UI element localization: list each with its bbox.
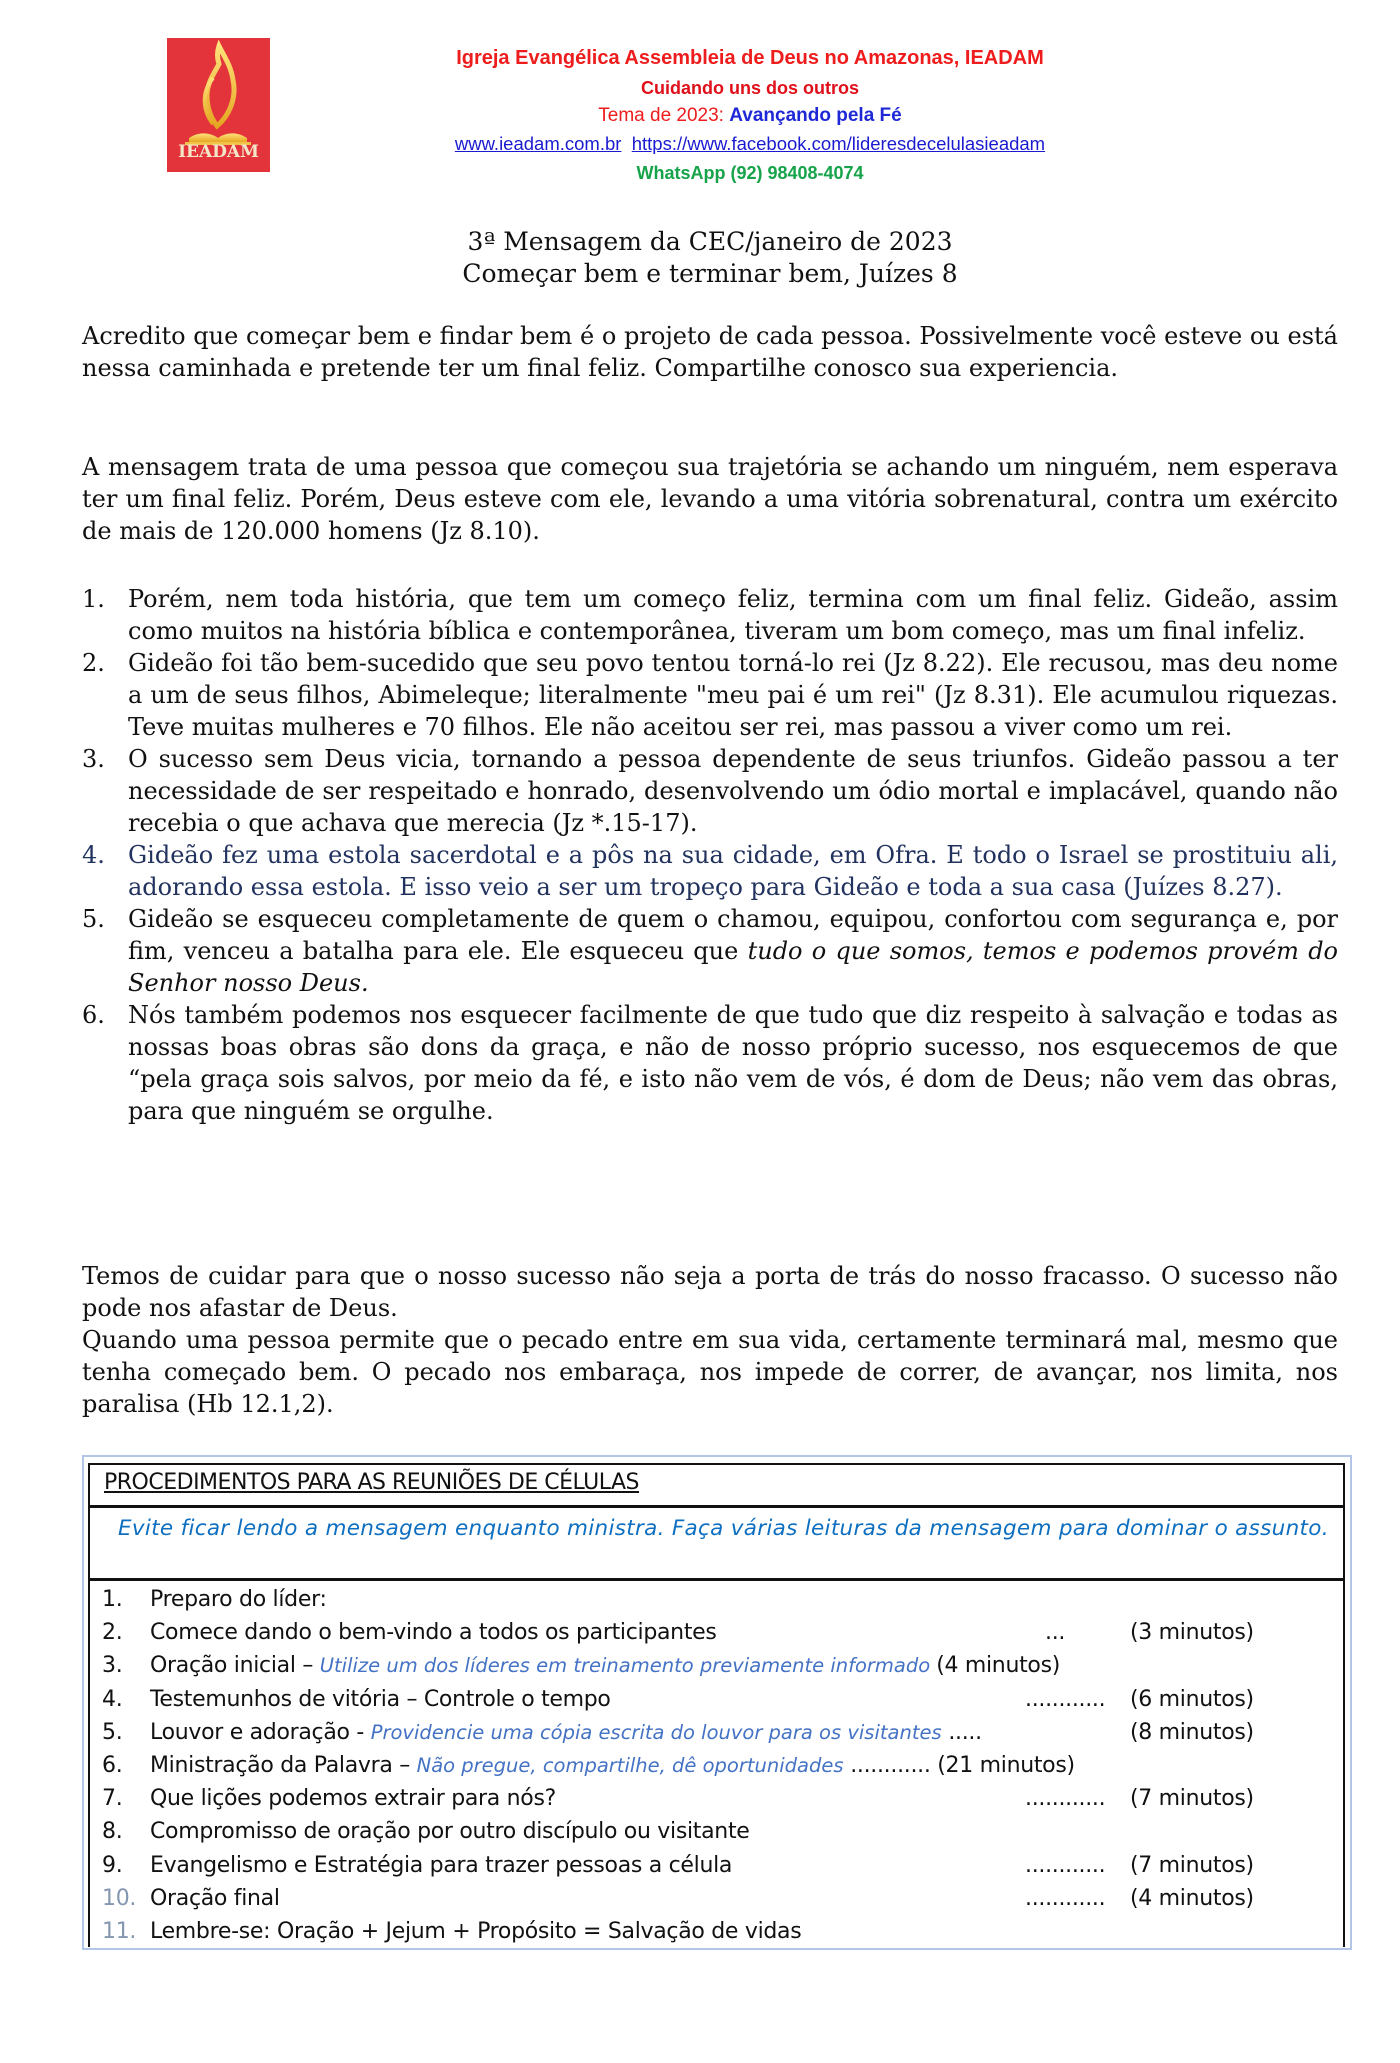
step-number: 3. xyxy=(102,1653,123,1679)
step-text: Compromisso de oração por outro discípulo ou visitante xyxy=(150,1819,750,1845)
step-text: Preparo do líder: xyxy=(150,1587,327,1612)
step-item xyxy=(90,1849,1343,1882)
intro-paragraph: Acredito que começar bem e findar bem é o projeto de cada pessoa. Possivelmente você esteve ou está nessa caminhada e pretende ter um final feliz. Compartilhe conosco sua experiencia. xyxy=(82,322,1338,382)
conclusion xyxy=(82,1260,1338,1420)
point-item xyxy=(82,647,1338,743)
step-duration: (21 minutos) xyxy=(937,1752,1075,1778)
point-item xyxy=(82,999,1338,1127)
conclusion-paragraph-1: Temos de cuidar para que o nosso sucesso não seja a porta de trás do nosso fracasso. O sucesso não pode nos afastar de Deus. xyxy=(82,1262,1338,1322)
ieadam-logo xyxy=(167,38,270,172)
point-text: O sucesso sem Deus vicia, tornando a pessoa dependente de seus triunfos. Gideão passou a ter necessidade de ser respeitado e honrado, desenvolvendo um ódio mortal e implacável, quando não recebia o que achava que merecia (Jz *.15-17). xyxy=(128,745,1338,837)
church-name: Igreja Evangélica Assembleia de Deus no Amazonas, IEADAM xyxy=(456,47,1044,69)
theme-value: Avançando pela Fé xyxy=(729,105,902,126)
step-dots: ... xyxy=(1045,1620,1066,1646)
point-number: 3. xyxy=(82,745,105,773)
step-duration: (3 minutos) xyxy=(1130,1620,1254,1646)
website-link[interactable]: www.ieadam.com.br xyxy=(454,133,622,154)
step-duration: (4 minutos) xyxy=(1130,1885,1254,1911)
step-item xyxy=(90,1583,1343,1616)
step-number: 5. xyxy=(102,1719,123,1745)
theme-label: Tema de 2023: xyxy=(598,105,730,126)
step-text: Lembre-se: Oração + Jejum + Propósito = Salvação de vidas xyxy=(150,1918,802,1944)
step-dots: ............ xyxy=(1025,1686,1106,1712)
step-item xyxy=(90,1716,1343,1749)
step-item xyxy=(90,1749,1343,1782)
step-item xyxy=(90,1882,1343,1915)
step-item xyxy=(90,1782,1343,1815)
procedures-note: Evite ficar lendo a mensagem enquanto ministra. Faça várias leituras da mensagem para dominar o assunto. xyxy=(118,1516,1329,1541)
step-note: Não pregue, compartilhe, dê oportunidades xyxy=(416,1753,844,1777)
step-text-group xyxy=(150,1649,1060,1682)
point-item xyxy=(82,743,1338,839)
step-number: 4. xyxy=(102,1686,123,1712)
step-number: 9. xyxy=(102,1852,123,1878)
summary-paragraph: A mensagem trata de uma pessoa que começou sua trajetória se achando um ninguém, nem esperava ter um final feliz. Porém, Deus esteve com ele, levando a uma vitória sobrenatural, contra um exército de mais de 120.000 homens (Jz 8.10). xyxy=(82,453,1338,545)
step-text: Testemunhos de vitória – Controle o tempo xyxy=(150,1686,611,1712)
header-links xyxy=(300,130,1200,157)
step-duration: (7 minutos) xyxy=(1130,1786,1254,1812)
procedures-steps xyxy=(90,1583,1343,1948)
step-dots: ............ xyxy=(1025,1885,1106,1911)
step-text: Que lições podemos extrair para nós? xyxy=(150,1786,557,1812)
step-number: 8. xyxy=(102,1819,123,1845)
procedures-note-row xyxy=(90,1508,1343,1581)
point-number: 6. xyxy=(82,1001,105,1029)
step-text: Evangelismo e Estratégia para trazer pessoas a célula xyxy=(150,1852,733,1878)
step-item xyxy=(90,1915,1343,1948)
step-number: 1. xyxy=(102,1587,123,1612)
step-number: 11. xyxy=(102,1918,137,1944)
facebook-link[interactable]: https://www.facebook.com/lideresdecelulasieadam xyxy=(631,133,1046,154)
point-number: 5. xyxy=(82,905,105,933)
step-number: 7. xyxy=(102,1786,123,1812)
step-text-group xyxy=(150,1749,1075,1782)
step-duration: (7 minutos) xyxy=(1130,1852,1254,1878)
point-number: 1. xyxy=(82,585,105,613)
whatsapp-contact: WhatsApp (92) 98408-4074 xyxy=(636,163,864,183)
message-title-line2: Começar bem e terminar bem, Juízes 8 xyxy=(462,259,958,288)
step-text: Louvor e adoração - xyxy=(150,1719,371,1745)
step-dots: ............ xyxy=(850,1752,931,1778)
point-text: Gideão foi tão bem-sucedido que seu povo tentou torná-lo rei (Jz 8.22). Ele recusou, mas deu nome a um de seus filhos, Abimeleque; literalmente "meu pai é um rei" (Jz 8.31). Ele acumulou riquezas. Teve muitas mulheres e 70 filhos. Ele não aceitou ser rei, mas passou a viver como um rei. xyxy=(128,649,1338,741)
step-text: Oração inicial – xyxy=(150,1653,320,1679)
point-item xyxy=(82,839,1338,903)
logo-text: IEADAM xyxy=(178,142,259,162)
step-note: Providencie uma cópia escrita do louvor para os visitantes xyxy=(370,1720,942,1744)
message-title-line1: 3ª Mensagem da CEC/janeiro de 2023 xyxy=(467,227,953,256)
step-text: Oração final xyxy=(150,1885,280,1911)
step-note: Utilize um dos líderes em treinamento previamente informado xyxy=(319,1654,931,1678)
point-item xyxy=(82,583,1338,647)
procedures-table xyxy=(88,1463,1345,1947)
point-item xyxy=(82,903,1338,999)
step-text: Comece dando o bem-vindo a todos os participantes xyxy=(150,1620,717,1646)
step-duration: (6 minutos) xyxy=(1130,1686,1254,1712)
procedures-heading: PROCEDIMENTOS PARA AS REUNIÕES DE CÉLULAS xyxy=(104,1470,640,1495)
point-text: Gideão se esqueceu completamente de quem o chamou, equipou, confortou com segurança e, por fim, venceu a batalha para ele. Ele esqueceu que xyxy=(128,905,1338,965)
step-item xyxy=(90,1616,1343,1649)
step-dots: ............ xyxy=(1025,1786,1106,1812)
church-motto: Cuidando uns dos outros xyxy=(641,78,859,98)
step-dots: ............ xyxy=(1025,1852,1106,1878)
point-number: 2. xyxy=(82,649,105,677)
step-duration: (4 minutos) xyxy=(936,1653,1061,1679)
step-number: 10. xyxy=(102,1885,137,1911)
step-text: Ministração da Palavra – xyxy=(150,1752,417,1778)
message-points xyxy=(82,583,1338,1127)
step-number: 2. xyxy=(102,1620,123,1646)
step-text-group xyxy=(150,1716,982,1749)
year-theme xyxy=(300,102,1200,129)
message-title xyxy=(80,226,1340,290)
point-text: Porém, nem toda história, que tem um começo feliz, termina com um final feliz. Gideão, assim como muitos na história bíblica e contemporânea, tiveram um bom começo, mas um final infeliz. xyxy=(128,585,1338,645)
step-item xyxy=(90,1683,1343,1716)
step-number: 6. xyxy=(102,1752,123,1778)
point-italic-text: tudo o que somos, temos e podemos provém do Senhor nosso Deus. xyxy=(128,937,1339,997)
step-item xyxy=(90,1815,1343,1848)
conclusion-paragraph-2: Quando uma pessoa permite que o pecado entre em sua vida, certamente terminará mal, mesmo que tenha começado bem. O pecado nos embaraça, nos impede de correr, de avançar, nos limita, nos paralisa (Hb 12.1,2). xyxy=(82,1326,1338,1418)
step-dots: ..... xyxy=(948,1719,982,1745)
step-duration: (8 minutos) xyxy=(1130,1719,1254,1745)
point-text: Nós também podemos nos esquecer facilmente de que tudo que diz respeito à salvação e todas as nossas boas obras são dons da graça, e não de nosso próprio sucesso, nos esquecemos de que “pela graça sois salvos, por meio da fé, e isto não vem de vós, é dom de Deus; não vem das obras, para que ninguém se orgulhe. xyxy=(128,1001,1338,1125)
procedures-heading-row xyxy=(90,1465,1343,1508)
step-item xyxy=(90,1649,1343,1682)
point-number: 4. xyxy=(82,841,105,869)
point-text: Gideão fez uma estola sacerdotal e a pôs na sua cidade, em Ofra. E todo o Israel se prostituiu ali, adorando essa estola. E isso veio a ser um tropeço para Gideão e toda a sua casa (Juízes 8.27). xyxy=(128,841,1338,901)
